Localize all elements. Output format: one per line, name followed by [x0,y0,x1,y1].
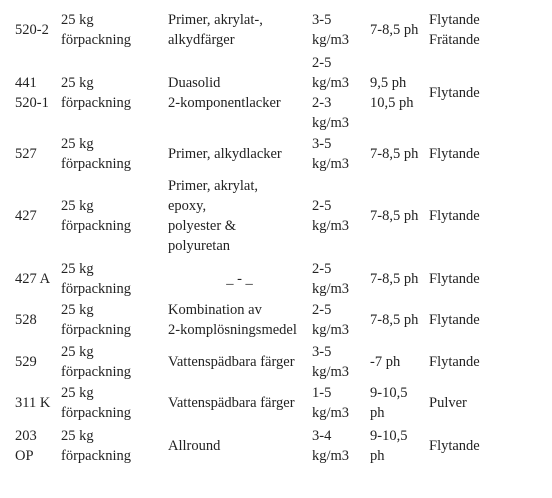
form-cell [429,206,552,226]
product-code-cell [15,426,60,466]
ph-value-text: ph [370,405,385,421]
dosage-cell [312,300,369,340]
form-cell [429,144,552,164]
packaging-cell [61,10,166,50]
dosage-text: kg/m3 [312,281,350,297]
usage-text: Vattenspädbara färger [168,395,295,411]
product-code-text: 527 [15,146,37,162]
packaging-text: förpackning [61,322,132,338]
usage-cell [168,352,311,372]
packaging-text: förpackning [61,405,132,421]
dosage-text: kg/m3 [312,75,350,91]
ph-value-cell [370,144,428,164]
dosage-text: 2-5 [312,302,332,318]
ph-value-cell [370,269,428,289]
dosage-text: kg/m3 [312,115,350,131]
form-cell [429,393,552,413]
packaging-text: 25 kg [61,136,94,152]
usage-cell [168,176,311,256]
form-text: Flytande [429,438,480,454]
product-code-text: 529 [15,354,37,370]
dosage-text: kg/m3 [312,405,350,421]
usage-cell [168,10,311,50]
table-row [0,174,552,258]
packaging-text: förpackning [61,218,132,234]
usage-text: _ - _ [226,271,253,287]
packaging-text: 25 kg [61,302,94,318]
table-row [0,341,552,382]
dosage-cell [312,196,369,236]
form-text: Flytande [429,271,480,287]
usage-text: Primer, akrylat-, [168,12,263,28]
usage-cell [168,300,311,340]
dosage-text: kg/m3 [312,448,350,464]
ph-value-text: 7-8,5 ph [370,22,419,38]
usage-text: 2-komponentlacker [168,95,281,111]
product-code-cell [15,352,60,372]
dosage-cell [312,383,369,423]
packaging-text: förpackning [61,281,132,297]
product-code-cell [15,206,60,226]
usage-text: polyuretan [168,238,231,254]
ph-value-cell [370,310,428,330]
ph-value-text: 7-8,5 ph [370,271,419,287]
dosage-cell [312,426,369,466]
dosage-cell [312,134,369,174]
ph-value-text: 9-10,5 [370,385,408,401]
packaging-text: 25 kg [61,261,94,277]
product-code-cell [15,73,60,113]
product-code-cell [15,144,60,164]
packaging-text: förpackning [61,156,132,172]
product-code-text: 520-1 [15,95,49,111]
ph-value-text: 7-8,5 ph [370,208,419,224]
packaging-text: förpackning [61,95,132,111]
product-code-text: 203 [15,428,37,444]
packaging-cell [61,383,166,423]
usage-cell [168,269,311,289]
dosage-text: 2-5 [312,55,332,71]
table-row [0,299,552,341]
dosage-text: 3-4 [312,428,332,444]
form-text: Flytande [429,85,480,101]
form-text: Frätande [429,32,480,48]
product-code-cell [15,393,60,413]
usage-text: Primer, alkydlacker [168,146,282,162]
ph-value-cell [370,206,428,226]
usage-text: Primer, akrylat, [168,178,259,194]
packaging-text: förpackning [61,448,132,464]
packaging-cell [61,342,166,382]
table-row [0,382,552,424]
product-code-text: 441 [15,75,37,91]
product-code-text: 311 K [15,395,51,411]
usage-text: polyester & [168,218,237,234]
ph-value-text: 9,5 ph [370,75,407,91]
table-row [0,7,552,52]
packaging-text: 25 kg [61,385,94,401]
dosage-text: kg/m3 [312,322,350,338]
dosage-text: kg/m3 [312,218,350,234]
dosage-cell [312,342,369,382]
packaging-cell [61,259,166,299]
product-code-text: 520-2 [15,22,49,38]
usage-cell [168,73,311,113]
packaging-cell [61,134,166,174]
usage-text: Duasolid [168,75,221,91]
form-cell [429,10,552,50]
form-text: Flytande [429,208,480,224]
dosage-text: 2-5 [312,261,332,277]
usage-text: epoxy, [168,198,207,214]
dosage-text: 2-3 [312,95,332,111]
packaging-cell [61,196,166,236]
usage-text: Kombination av [168,302,262,318]
form-text: Flytande [429,146,480,162]
form-text: Flytande [429,354,480,370]
form-cell [429,269,552,289]
dosage-text: 3-5 [312,12,332,28]
dosage-text: kg/m3 [312,156,350,172]
ph-value-text: 7-8,5 ph [370,146,419,162]
usage-cell [168,393,311,413]
packaging-text: 25 kg [61,75,94,91]
packaging-text: 25 kg [61,198,94,214]
product-code-cell [15,310,60,330]
product-code-text: 528 [15,312,37,328]
packaging-text: 25 kg [61,344,94,360]
dosage-cell [312,259,369,299]
product-code-text: OP [15,448,34,464]
form-cell [429,352,552,372]
product-code-cell [15,269,60,289]
dosage-text: 1-5 [312,385,332,401]
packaging-text: 25 kg [61,428,94,444]
ph-value-text: ph [370,448,385,464]
packaging-cell [61,73,166,113]
usage-text: Vattenspädbara färger [168,354,295,370]
dosage-text: kg/m3 [312,364,350,380]
packaging-cell [61,426,166,466]
usage-cell [168,436,311,456]
dosage-text: 3-5 [312,344,332,360]
ph-value-cell [370,20,428,40]
packaging-text: förpackning [61,364,132,380]
ph-value-text: -7 ph [370,354,401,370]
product-code-text: 427 [15,208,37,224]
form-cell [429,436,552,456]
dosage-cell [312,10,369,50]
table-row [0,424,552,468]
table-row [0,133,552,174]
product-code-cell [15,20,60,40]
usage-text: alkydfärger [168,32,235,48]
usage-text: 2-komplösningsmedel [168,322,297,338]
ph-value-text: 7-8,5 ph [370,312,419,328]
dosage-text: 3-5 [312,136,332,152]
packaging-text: förpackning [61,32,132,48]
table-row [0,52,552,133]
ph-value-cell [370,73,428,113]
form-text: Flytande [429,12,480,28]
packaging-cell [61,300,166,340]
product-code-text: 427 A [15,271,51,287]
form-text: Flytande [429,312,480,328]
ph-value-text: 9-10,5 [370,428,408,444]
ph-value-cell [370,426,428,466]
dosage-text: kg/m3 [312,32,350,48]
dosage-text: 2-5 [312,198,332,214]
table-row [0,258,552,299]
dosage-cell [312,53,369,133]
usage-text: Allround [168,438,221,454]
ph-value-cell [370,383,428,423]
ph-value-text: 10,5 ph [370,95,414,111]
form-cell [429,83,552,103]
ph-value-cell [370,352,428,372]
form-cell [429,310,552,330]
packaging-text: 25 kg [61,12,94,28]
form-text: Pulver [429,395,467,411]
usage-cell [168,144,311,164]
